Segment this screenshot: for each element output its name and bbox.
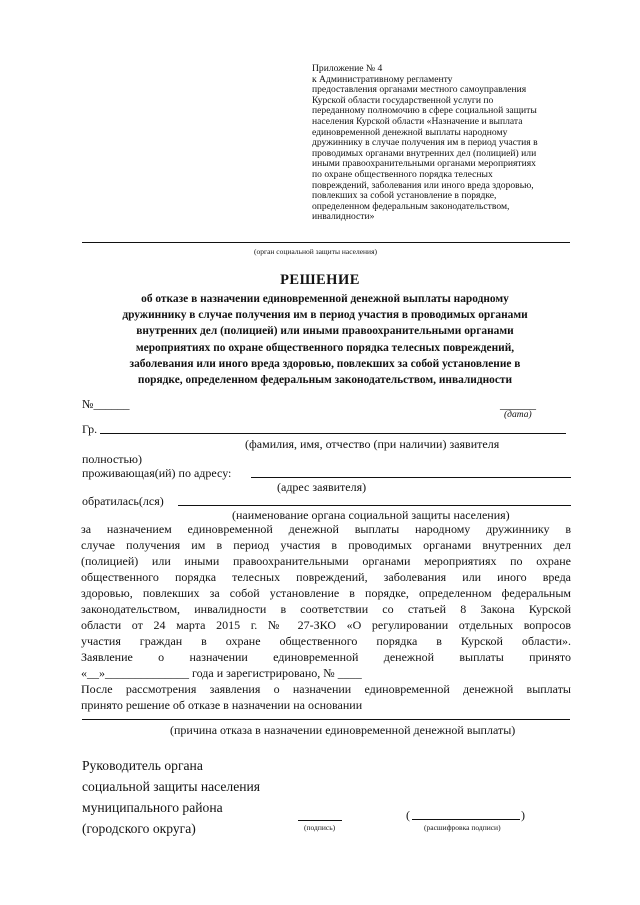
signatory-line: (городского округа) (82, 821, 196, 836)
appendix-line: проводимых органами внутренних дел (полицией) или (312, 147, 537, 159)
body-line: за назначением единовременной денежной выплаты народному дружиннику в (81, 522, 571, 536)
subject-line: внутренних дел (полицией) или иными правоохранительными органами (136, 325, 514, 338)
appendix-line: по охране общественного порядка телесных (312, 168, 493, 180)
signature-caption: (подпись) (304, 823, 336, 832)
appendix-line: инвалидности» (312, 211, 375, 223)
body-line: случае получения им в период участия в проводимых органами внутренних дел (81, 538, 571, 552)
decode-close-paren: ) (521, 808, 525, 822)
appendix-line: иными правоохранительными органами мероприятиях (312, 158, 536, 170)
decision-subject (90, 291, 560, 388)
subject-line: заболевания или иного вреда здоровью, повлекших за собой установление в (129, 357, 521, 370)
citizen-label: Гр. (82, 422, 98, 436)
number-field: №______ (82, 397, 130, 411)
decode-caption: (расшифровка подписи) (424, 823, 501, 832)
subject-line: порядке, определенном федеральным законодательством, инвалидности (137, 374, 513, 387)
signature-line (298, 820, 342, 821)
appendix-line: повлекших за собой установление в порядке, (312, 190, 497, 202)
citizen-name-line (100, 433, 566, 434)
body-line: области от 24 марта 2015 г. № 27-ЗКО «О регулировании отдельных вопросов (81, 618, 571, 632)
appendix-line: единовременной денежной выплаты народному (312, 126, 508, 138)
appendix-line: предоставления органами местного самоуправления (312, 84, 527, 96)
appendix-line: Приложение № 4 (312, 63, 383, 74)
body-line: участия граждан в охране общественного порядка в Курской области». (81, 634, 571, 648)
address-caption: (адрес заявителя) (277, 480, 367, 494)
body-line: Заявление о назначении единовременной денежной выплаты принято (81, 650, 571, 664)
appendix-line: определенном федеральным законодательством, (312, 200, 510, 212)
reason-line (82, 719, 570, 720)
signatory-line: Руководитель органа (82, 758, 203, 773)
subject-line: об отказе в назначении единовременной денежной выплаты народному (141, 293, 509, 305)
appendix-line: дружиннику в случае получения им в период участия в (312, 137, 538, 149)
organ-name-line (178, 505, 571, 506)
appendix-line: населения Курской области «Назначение и выплата (312, 115, 523, 127)
body-line: (полицией) или иными правоохранительными органами мероприятиях по охране (81, 554, 571, 568)
applied-label: обратилась(лся) (82, 494, 164, 508)
appendix-line: Курской области государственной услуги по (312, 94, 494, 106)
body-line: здоровью, повлекших за собой установление в порядке, определенном федеральным (81, 586, 571, 600)
date-caption: (дата) (504, 410, 532, 420)
appendix-line: повреждений, заболевания или иного вреда здоровью, (312, 179, 534, 191)
decode-open-paren: ( (406, 808, 410, 822)
body-line: принято решение об отказе в назначении на основании (81, 698, 363, 712)
name-caption: (фамилия, имя, отчество (при наличии) заявителя (245, 437, 500, 451)
date-blank: ______ (500, 397, 536, 411)
body-line: После рассмотрения заявления о назначении единовременной денежной выплаты (81, 682, 571, 696)
organ-name-caption: (наименование органа социальной защиты населения) (232, 508, 510, 522)
appendix-block (312, 64, 538, 223)
name-caption-cont: полностью) (82, 452, 142, 466)
body-line: законодательством, инвалидности в соответствии со статьей 8 Закона Курской (81, 602, 571, 616)
address-label: проживающая(ий) по адресу: (82, 466, 232, 480)
subject-line: дружиннику в случае получения им в период участия в проводимых органами (122, 309, 528, 322)
appendix-line: к Административному регламенту (312, 73, 453, 85)
signatory-block (82, 755, 260, 839)
organ-line (82, 242, 570, 243)
signatory-line: социальной защиты населения (82, 779, 261, 794)
subject-line: мероприятиях по охране общественного порядка телесных повреждений, (135, 341, 515, 354)
organ-caption: (орган социальной защиты населения) (254, 247, 378, 256)
signatory-line: муниципального района (82, 800, 223, 815)
address-line (251, 477, 571, 478)
decode-line (412, 819, 520, 820)
appendix-line: переданному полномочию в сфере социальной защиты (312, 105, 537, 117)
body-line: «__»______________ года и зарегистрировано, № ____ (81, 666, 362, 680)
document-title: РЕШЕНИЕ (280, 272, 360, 288)
reason-caption: (причина отказа в назначении единовременной денежной выплаты) (170, 723, 516, 737)
body-line: общественного порядка телесных повреждений, заболевания или иного вреда (81, 570, 571, 584)
